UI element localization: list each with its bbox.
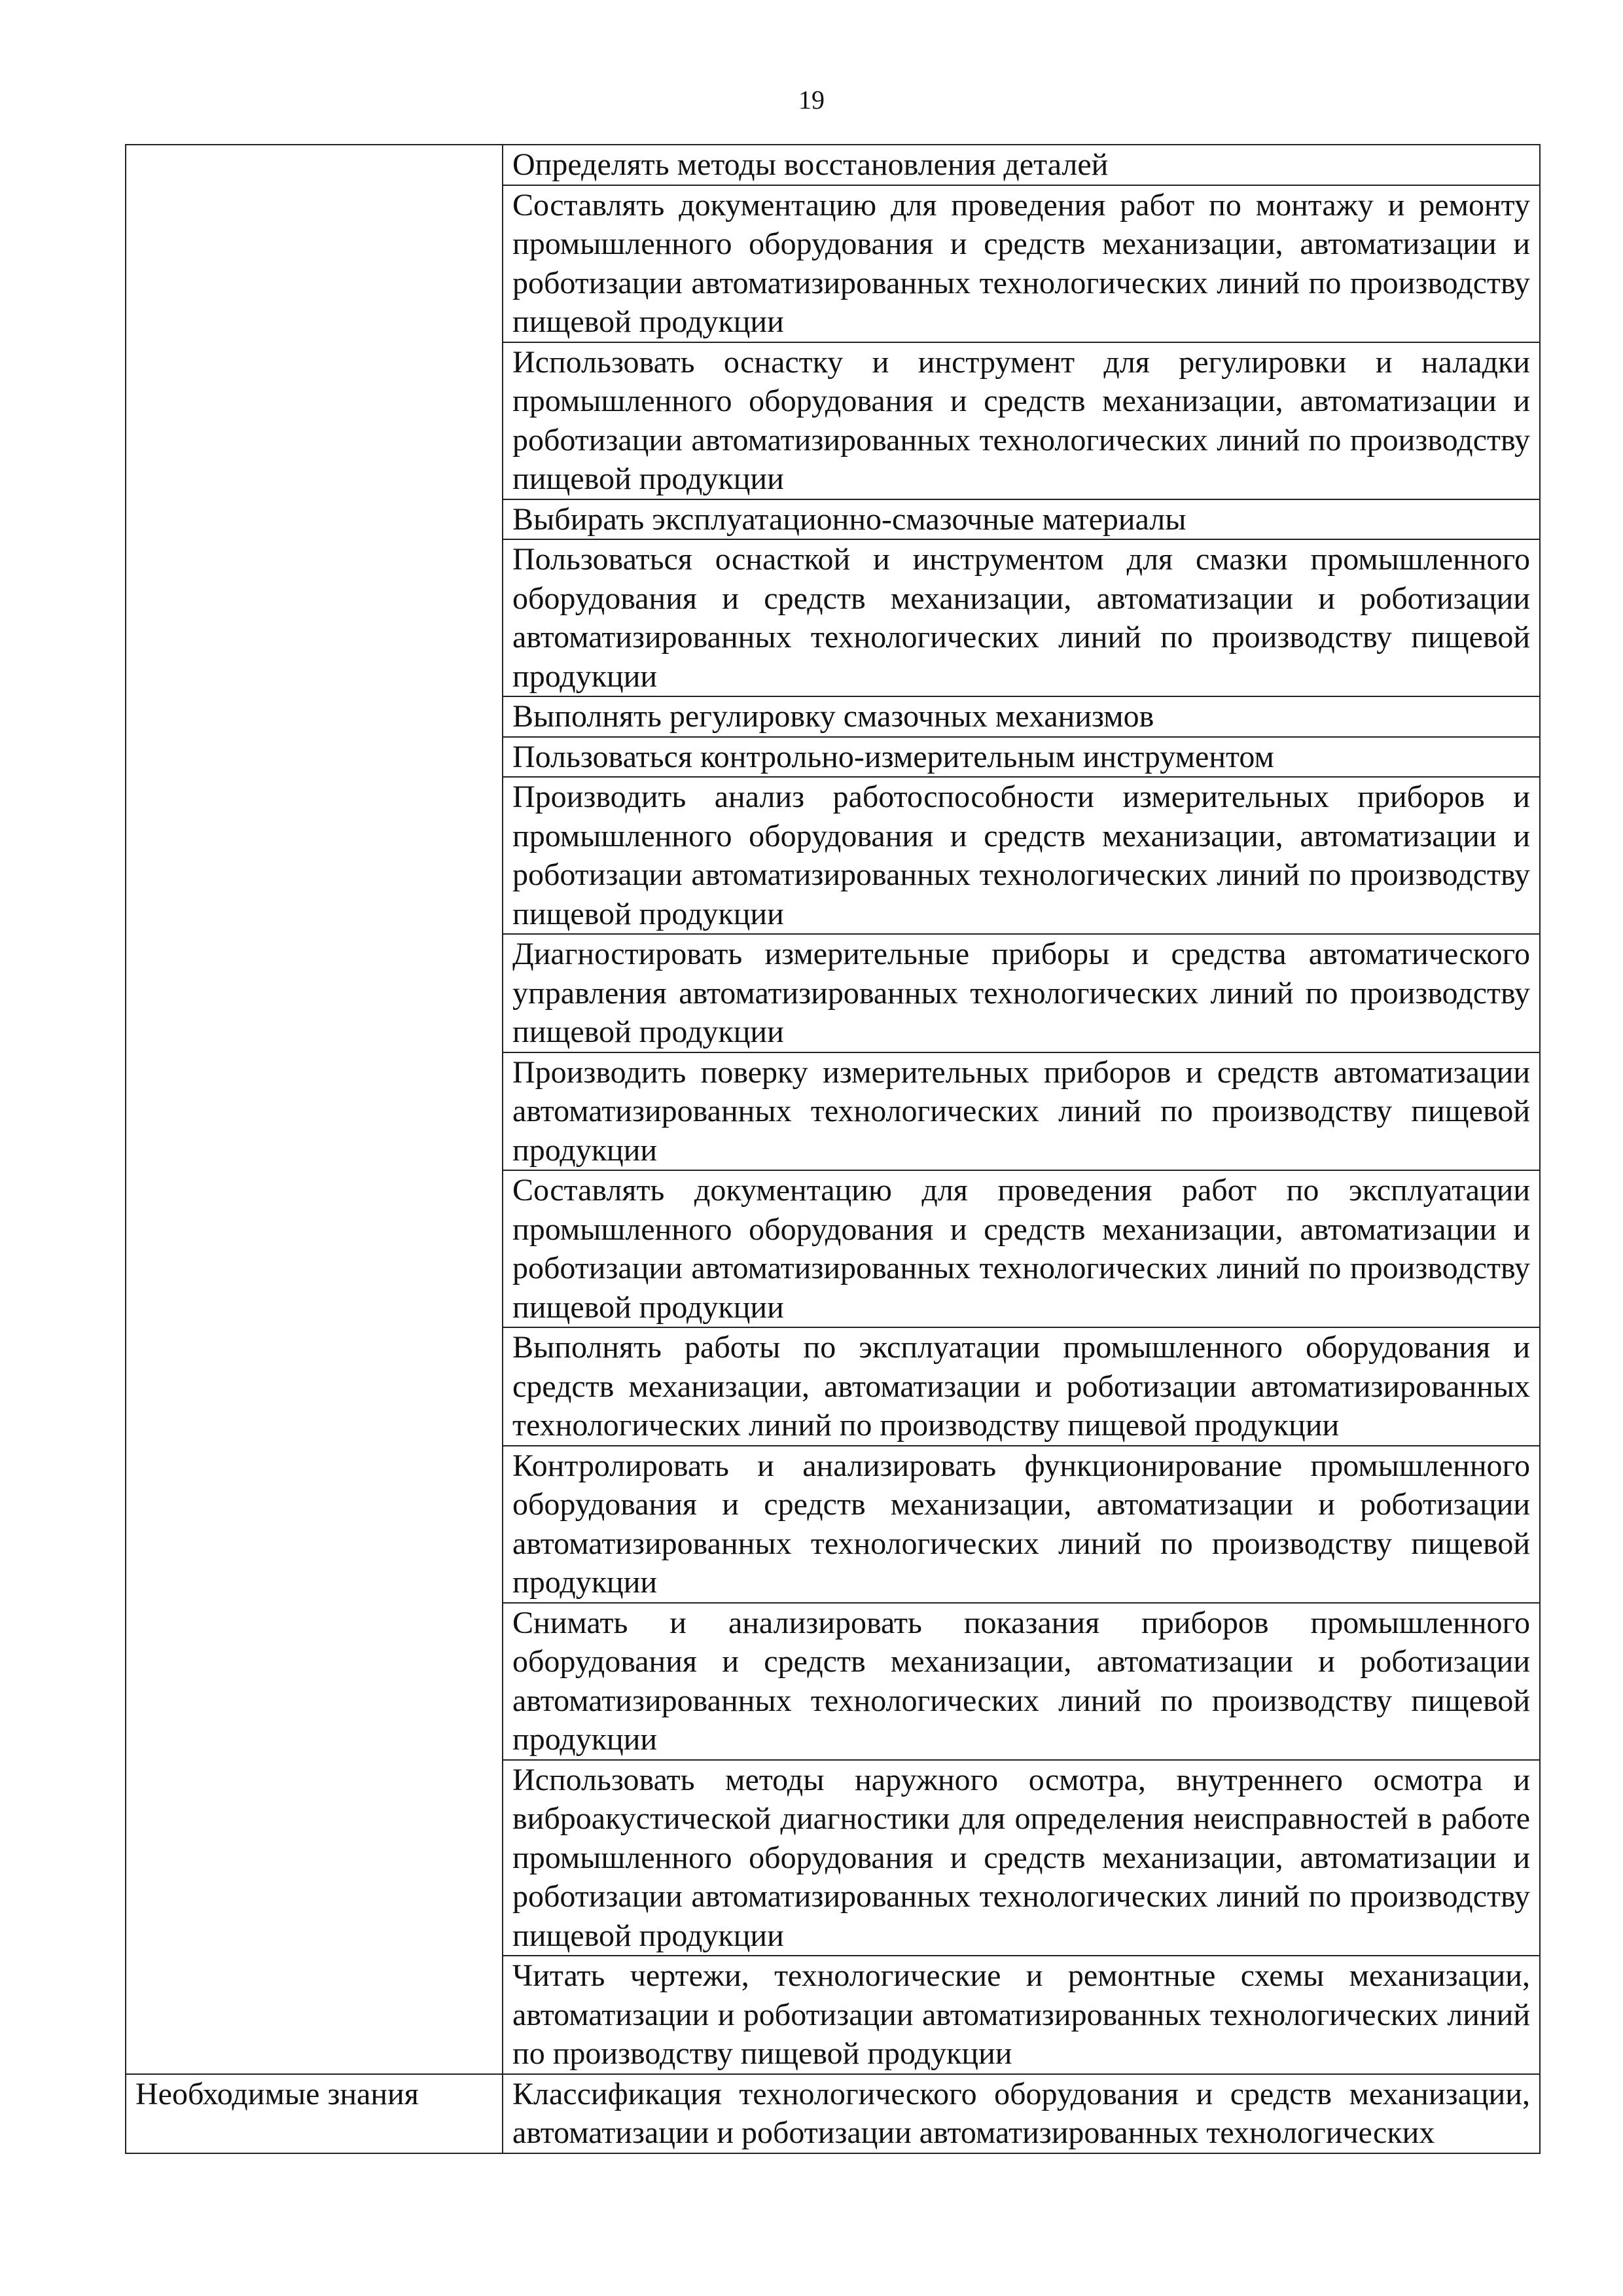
skill-item: Диагностировать измерительные приборы и средства автоматического управления автоматизированных технологических линий по производству пищевой продукции: [503, 934, 1540, 1052]
skill-item: Использовать оснастку и инструмент для регулировки и наладки промышленного оборудования и средств механизации, автоматизации и роботизации автоматизированных технологических линий по производству пищевой продукции: [503, 342, 1540, 499]
knowledge-label: Необходимые знания: [126, 2074, 503, 2153]
skill-item: Снимать и анализировать показания приборов промышленного оборудования и средств механизации, автоматизации и роботизации автоматизированных технологических линий по производству пищевой продукции: [503, 1603, 1540, 1760]
skill-item: Определять методы восстановления деталей: [503, 145, 1540, 185]
skill-item: Выполнять работы по эксплуатации промышленного оборудования и средств механизации, автоматизации и роботизации автоматизированных технологических линий по производству пищевой продукции: [503, 1327, 1540, 1446]
skill-item: Читать чертежи, технологические и ремонтные схемы механизации, автоматизации и роботизации автоматизированных технологических линий по производству пищевой продукции: [503, 1956, 1540, 2074]
skill-item: Пользоваться контрольно-измерительным инструментом: [503, 737, 1540, 778]
skill-item: Производить поверку измерительных приборов и средств автоматизации автоматизированных технологических линий по производству пищевой продукции: [503, 1052, 1540, 1171]
page-number: 19: [798, 85, 825, 115]
table-row: [126, 145, 1540, 185]
skills-label-cell: [126, 145, 503, 2074]
table-row: [126, 2074, 1540, 2153]
skill-item: Выбирать эксплуатационно-смазочные материалы: [503, 499, 1540, 540]
competency-table: [125, 144, 1541, 2154]
skill-item: Производить анализ работоспособности измерительных приборов и промышленного оборудования и средств механизации, автоматизации и роботизации автоматизированных технологических линий по производству пищевой продукции: [503, 777, 1540, 934]
skill-item: Выполнять регулировку смазочных механизмов: [503, 696, 1540, 737]
skill-item: Составлять документацию для проведения работ по эксплуатации промышленного оборудования и средств механизации, автоматизации и роботизации автоматизированных технологических линий по производству пищевой продукции: [503, 1170, 1540, 1327]
skill-item: Контролировать и анализировать функционирование промышленного оборудования и средств механизации, автоматизации и роботизации автоматизированных технологических линий по производству пищевой продукции: [503, 1446, 1540, 1603]
skill-item: Пользоваться оснасткой и инструментом для смазки промышленного оборудования и средств механизации, автоматизации и роботизации автоматизированных технологических линий по производству пищевой продукции: [503, 539, 1540, 696]
skill-item: Использовать методы наружного осмотра, внутреннего осмотра и виброакустической диагностики для определения неисправностей в работе промышленного оборудования и средств механизации, автоматизации и роботизации автоматизированных технологических линий по производству пищевой продукции: [503, 1760, 1540, 1956]
skill-item: Составлять документацию для проведения работ по монтажу и ремонту промышленного оборудования и средств механизации, автоматизации и роботизации автоматизированных технологических линий по производству пищевой продукции: [503, 185, 1540, 342]
knowledge-item: Классификация технологического оборудования и средств механизации, автоматизации и роботизации автоматизированных технологических: [503, 2074, 1540, 2153]
